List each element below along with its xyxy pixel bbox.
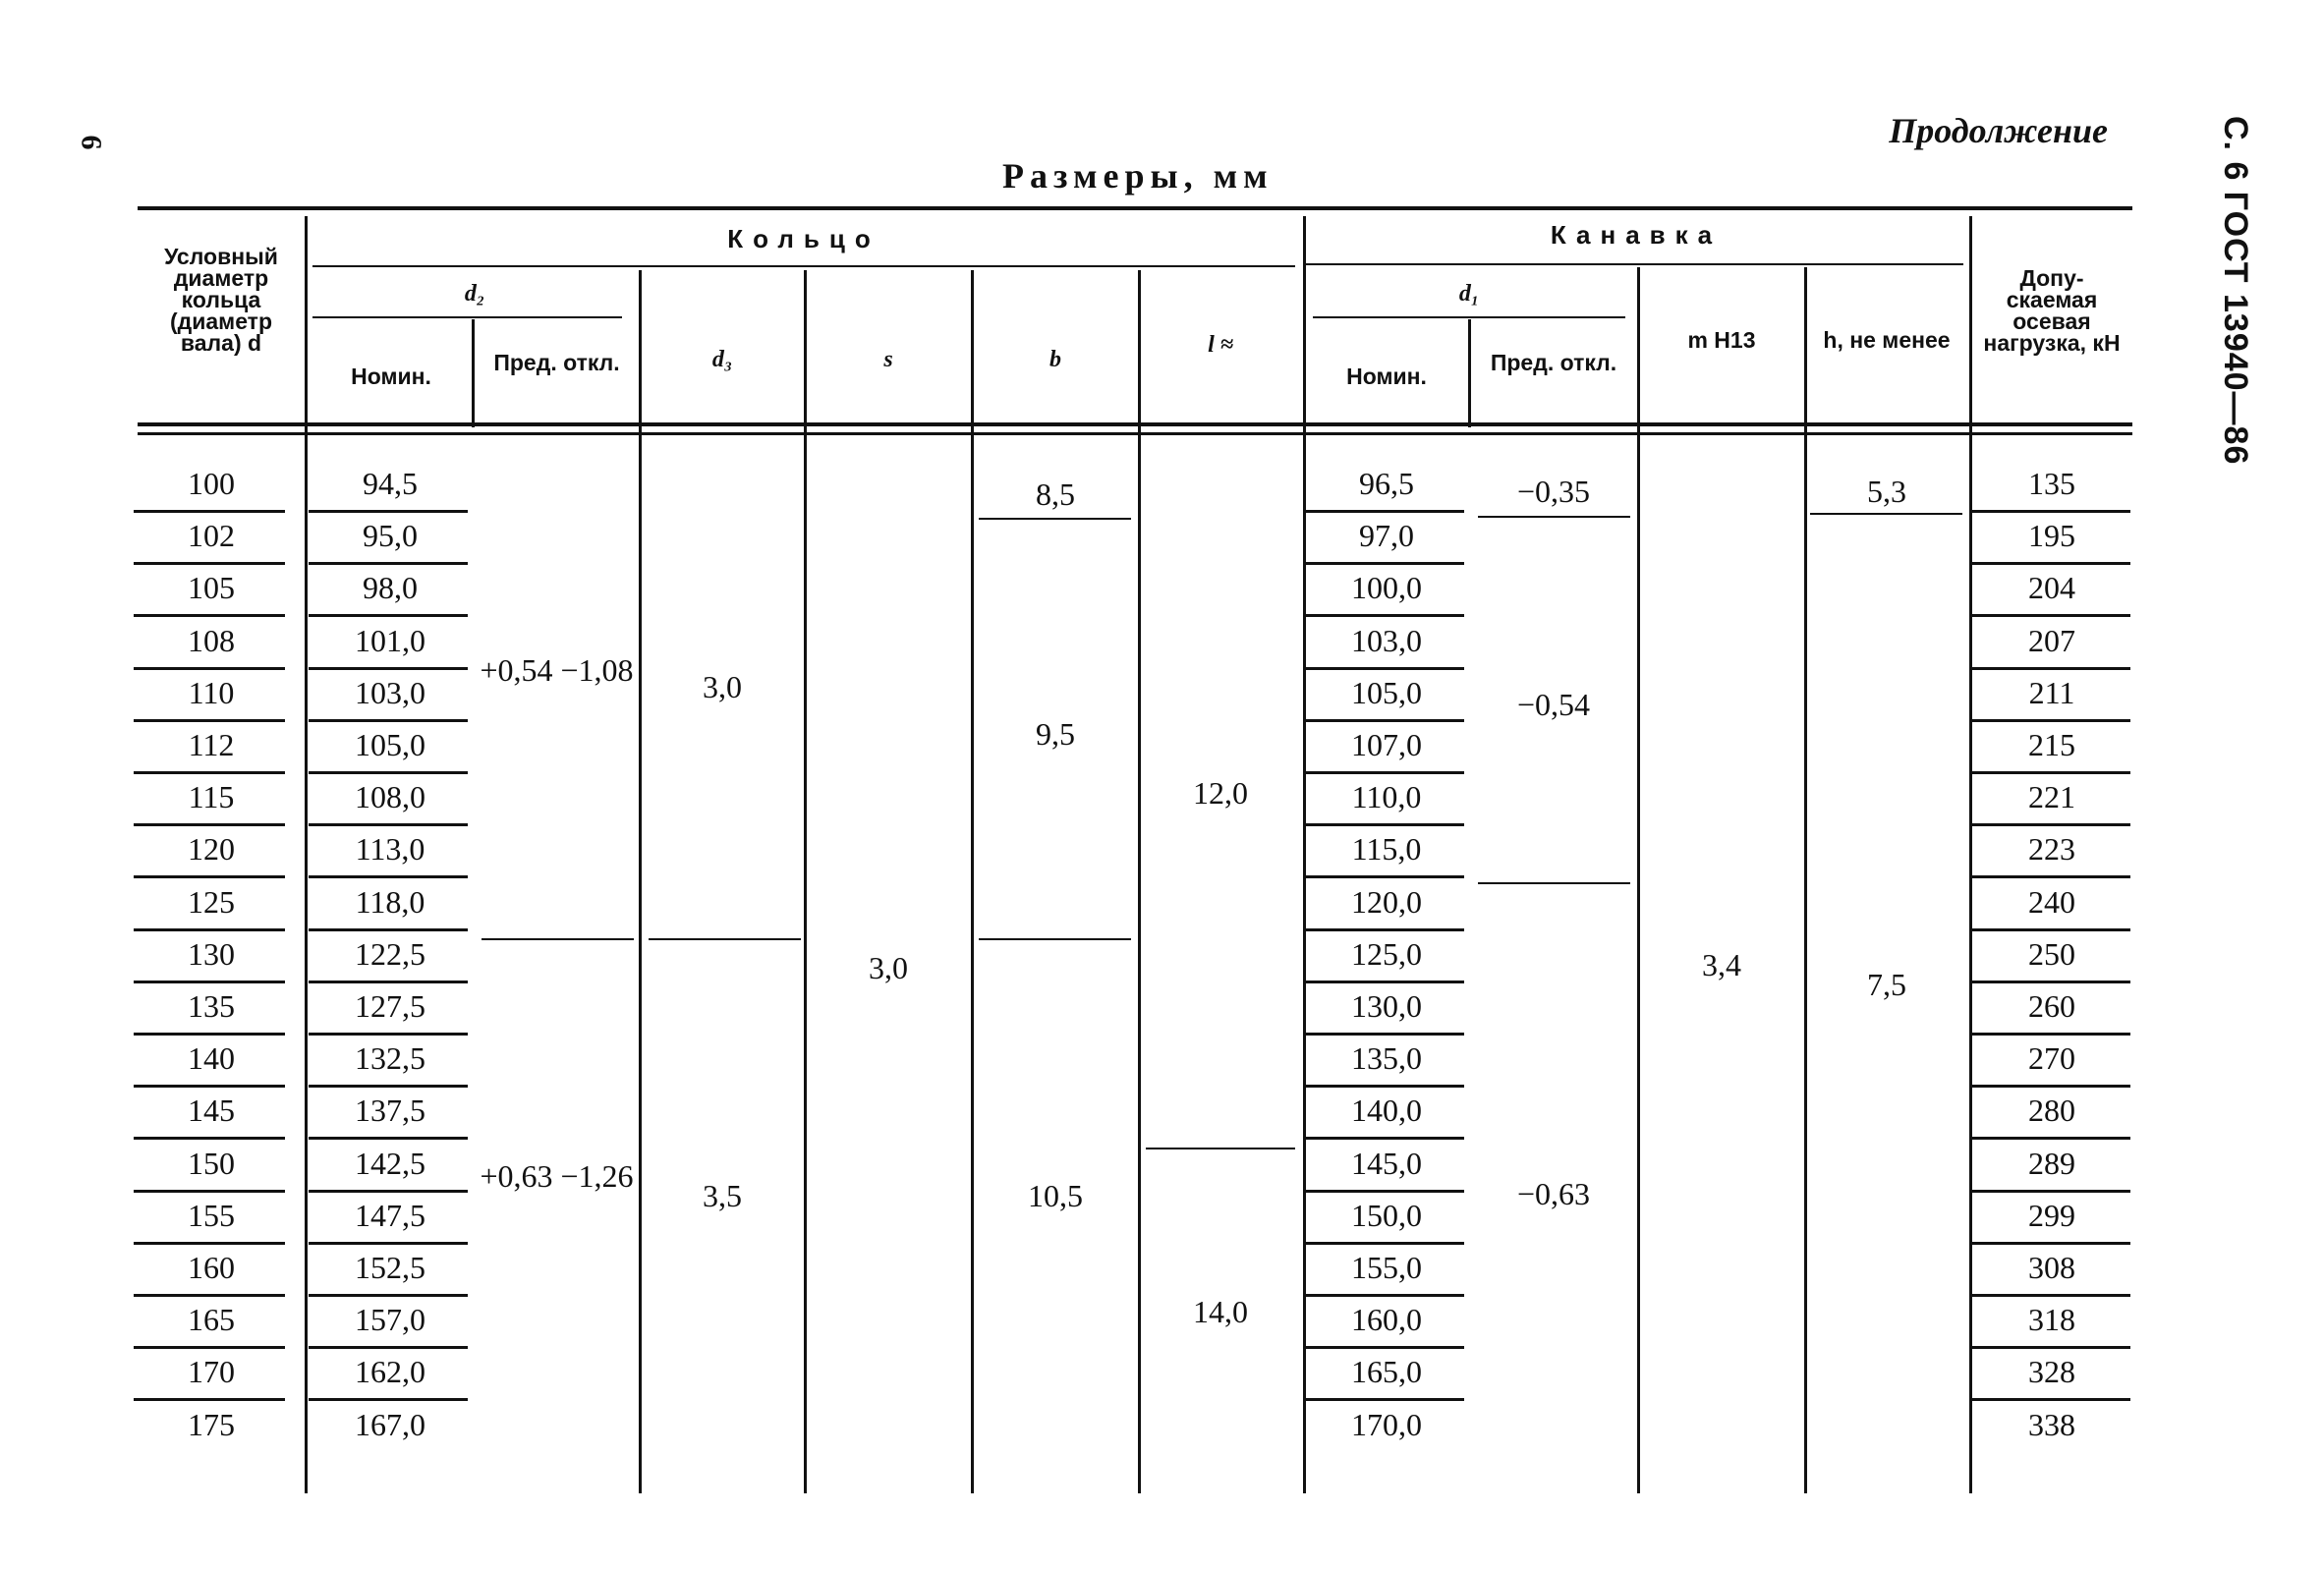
- d2-nom-cell: 103,0: [355, 674, 425, 710]
- row-underline: [309, 1346, 468, 1349]
- d1-nom-cell: 125,0: [1351, 935, 1422, 972]
- d3-group-2: 3,5: [703, 1178, 742, 1213]
- header-l: l ≈: [1208, 332, 1233, 358]
- row-underline: [134, 1137, 285, 1140]
- d2-nom-cell: 105,0: [355, 727, 425, 762]
- row-underline: [134, 562, 285, 565]
- header-d1-tol: Пред. откл.: [1490, 350, 1617, 375]
- d-cell: 100: [188, 466, 235, 501]
- separator: [1478, 516, 1630, 518]
- separator: [1810, 513, 1962, 515]
- row-underline: [1969, 1085, 2130, 1088]
- m-value: 3,4: [1702, 947, 1741, 982]
- load-cell: 250: [2028, 935, 2075, 972]
- b-group-2: 9,5: [1036, 716, 1075, 752]
- d2-nom-cell: 137,5: [355, 1093, 425, 1129]
- d1-nom-cell: 165,0: [1351, 1354, 1422, 1390]
- d-cell: 160: [188, 1250, 235, 1285]
- d1-nom-cell: 96,5: [1359, 466, 1414, 501]
- d-cell: 130: [188, 935, 235, 972]
- row-underline: [309, 719, 468, 722]
- row-underline: [134, 823, 285, 826]
- d2-nom-cell: 101,0: [355, 622, 425, 658]
- row-underline: [309, 667, 468, 670]
- b-group-1: 8,5: [1036, 476, 1075, 512]
- d-cell: 125: [188, 883, 235, 920]
- row-underline: [1305, 1398, 1464, 1401]
- h-group-2: 7,5: [1867, 967, 1906, 1002]
- b-group-3: 10,5: [1028, 1178, 1083, 1213]
- separator: [1146, 1148, 1295, 1149]
- row-underline: [1969, 1346, 2130, 1349]
- d2-tol-group-2: +0,63 −1,26: [480, 1158, 634, 1194]
- row-underline: [134, 875, 285, 878]
- load-cell: 280: [2028, 1093, 2075, 1129]
- row-underline: [309, 823, 468, 826]
- d1-tol-group-2: −0,54: [1516, 687, 1591, 722]
- d-cell: 102: [188, 518, 235, 554]
- row-underline: [1305, 1294, 1464, 1297]
- d2-nom-cell: 108,0: [355, 779, 425, 815]
- row-underline: [1969, 719, 2130, 722]
- d1-nom-cell: 105,0: [1351, 674, 1422, 710]
- row-underline: [1305, 823, 1464, 826]
- d2-nom-cell: 132,5: [355, 1040, 425, 1077]
- row-underline: [1305, 981, 1464, 983]
- header-d1: d₁: [1458, 281, 1480, 307]
- header-d: Условный диаметр кольца (диаметр вала) d: [164, 244, 278, 356]
- d2-nom-cell: 147,5: [355, 1197, 425, 1233]
- row-underline: [1969, 981, 2130, 983]
- load-cell: 240: [2028, 883, 2075, 920]
- d2-nom-cell: 157,0: [355, 1302, 425, 1338]
- row-underline: [134, 1398, 285, 1401]
- header-d3: d₃: [711, 347, 733, 372]
- row-underline: [1305, 510, 1464, 513]
- d1-nom-cell: 107,0: [1351, 727, 1422, 762]
- document-code: С. 6 ГОСТ 13940—86: [2217, 116, 2254, 466]
- d-cell: 105: [188, 570, 235, 606]
- row-underline: [309, 1137, 468, 1140]
- d2-nom-cell: 113,0: [355, 831, 425, 868]
- separator: [979, 938, 1131, 940]
- d-cell: 165: [188, 1302, 235, 1338]
- header-h: h, не менее: [1823, 327, 1951, 353]
- d-cell: 135: [188, 988, 235, 1024]
- load-cell: 135: [2028, 466, 2075, 501]
- row-underline: [1305, 771, 1464, 774]
- row-underline: [1969, 928, 2130, 931]
- d1-nom-cell: 135,0: [1351, 1040, 1422, 1077]
- load-cell: 338: [2028, 1406, 2075, 1442]
- separator: [649, 938, 801, 940]
- d2-nom-cell: 142,5: [355, 1145, 425, 1181]
- d2-tol-group-1: +0,54 −1,08: [480, 652, 634, 688]
- row-underline: [134, 1190, 285, 1193]
- d1-nom-cell: 150,0: [1351, 1197, 1422, 1233]
- load-cell: 215: [2028, 727, 2075, 762]
- header-s: s: [883, 347, 893, 372]
- row-underline: [1305, 614, 1464, 617]
- d2-nom-cell: 94,5: [363, 466, 418, 501]
- row-underline: [309, 1242, 468, 1245]
- h-group-1: 5,3: [1867, 474, 1906, 509]
- separator: [482, 938, 634, 940]
- load-cell: 318: [2028, 1302, 2075, 1338]
- row-underline: [1305, 1085, 1464, 1088]
- d2-nom-cell: 95,0: [363, 518, 418, 554]
- header-load: Допу- скаемая осевая нагрузка, кН: [1983, 265, 2121, 356]
- row-underline: [1305, 928, 1464, 931]
- load-cell: 289: [2028, 1145, 2075, 1181]
- d1-nom-cell: 110,0: [1351, 779, 1422, 815]
- d-cell: 112: [188, 727, 235, 762]
- d-cell: 150: [188, 1145, 235, 1181]
- row-underline: [134, 1242, 285, 1245]
- d-cell: 120: [188, 831, 235, 868]
- d-cell: 155: [188, 1197, 235, 1233]
- row-underline: [1969, 1033, 2130, 1036]
- d-cell: 110: [188, 674, 235, 710]
- row-underline: [1969, 823, 2130, 826]
- row-underline: [1969, 1242, 2130, 1245]
- d2-nom-cell: 152,5: [355, 1250, 425, 1285]
- row-underline: [1969, 614, 2130, 617]
- d1-nom-cell: 103,0: [1351, 622, 1422, 658]
- row-underline: [309, 1085, 468, 1088]
- row-underline: [1305, 1190, 1464, 1193]
- row-underline: [134, 981, 285, 983]
- d1-nom-cell: 115,0: [1351, 831, 1422, 868]
- d1-nom-cell: 100,0: [1351, 570, 1422, 606]
- row-underline: [134, 1294, 285, 1297]
- row-underline: [1969, 667, 2130, 670]
- page-number: 6: [75, 135, 108, 150]
- row-underline: [1969, 510, 2130, 513]
- row-underline: [1969, 562, 2130, 565]
- load-cell: 270: [2028, 1040, 2075, 1077]
- row-underline: [134, 614, 285, 617]
- row-underline: [309, 771, 468, 774]
- header-groove: Канавка: [1550, 220, 1723, 250]
- row-underline: [1305, 562, 1464, 565]
- load-cell: 299: [2028, 1197, 2075, 1233]
- row-underline: [309, 510, 468, 513]
- d1-nom-cell: 130,0: [1351, 988, 1422, 1024]
- separator: [979, 518, 1131, 520]
- row-underline: [134, 928, 285, 931]
- table-caption: Размеры, мм: [1002, 156, 1274, 196]
- row-underline: [134, 771, 285, 774]
- l-group-1: 12,0: [1193, 775, 1248, 811]
- row-underline: [309, 875, 468, 878]
- d-cell: 170: [188, 1354, 235, 1390]
- row-underline: [309, 1033, 468, 1036]
- d3-group-1: 3,0: [703, 669, 742, 704]
- row-underline: [134, 667, 285, 670]
- d-cell: 108: [188, 622, 235, 658]
- row-underline: [1305, 1137, 1464, 1140]
- header-m: m H13: [1687, 327, 1756, 353]
- header-d2-tol: Пред. откл.: [493, 350, 620, 375]
- d1-nom-cell: 145,0: [1351, 1145, 1422, 1181]
- separator: [1478, 882, 1630, 884]
- load-cell: 204: [2028, 570, 2075, 606]
- d-cell: 145: [188, 1093, 235, 1129]
- d2-nom-cell: 122,5: [355, 935, 425, 972]
- d2-nom-cell: 162,0: [355, 1354, 425, 1390]
- row-underline: [1305, 1033, 1464, 1036]
- row-underline: [134, 1033, 285, 1036]
- d1-nom-cell: 97,0: [1359, 518, 1414, 554]
- header-d1-nom: Номин.: [1346, 364, 1427, 389]
- row-underline: [1969, 875, 2130, 878]
- row-underline: [309, 562, 468, 565]
- header-ring: Кольцо: [727, 224, 880, 253]
- row-underline: [1969, 1137, 2130, 1140]
- row-underline: [1305, 667, 1464, 670]
- d1-tol-group-3: −0,63: [1516, 1176, 1591, 1211]
- d1-nom-cell: 120,0: [1351, 883, 1422, 920]
- row-underline: [309, 614, 468, 617]
- row-underline: [309, 981, 468, 983]
- header-b: b: [1049, 347, 1061, 372]
- load-cell: 207: [2028, 622, 2075, 658]
- row-underline: [134, 510, 285, 513]
- row-underline: [309, 1294, 468, 1297]
- load-cell: 223: [2028, 831, 2075, 868]
- row-underline: [1969, 1294, 2130, 1297]
- d2-nom-cell: 127,5: [355, 988, 425, 1024]
- d-cell: 115: [188, 779, 235, 815]
- row-underline: [134, 1346, 285, 1349]
- load-cell: 221: [2028, 779, 2075, 815]
- header-d2: d₂: [464, 281, 485, 307]
- load-cell: 195: [2028, 518, 2075, 554]
- row-underline: [134, 719, 285, 722]
- row-underline: [309, 1398, 468, 1401]
- d1-nom-cell: 160,0: [1351, 1302, 1422, 1338]
- load-cell: 211: [2028, 674, 2075, 710]
- d1-nom-cell: 140,0: [1351, 1093, 1422, 1129]
- load-cell: 328: [2028, 1354, 2075, 1390]
- header-d2-nom: Номин.: [351, 364, 431, 389]
- d-cell: 140: [188, 1040, 235, 1077]
- row-underline: [1305, 719, 1464, 722]
- d2-nom-cell: 118,0: [355, 883, 425, 920]
- row-underline: [1969, 1190, 2130, 1193]
- d1-tol-group-1: −0,35: [1516, 474, 1591, 509]
- row-underline: [1305, 1346, 1464, 1349]
- row-underline: [134, 1085, 285, 1088]
- load-cell: 308: [2028, 1250, 2075, 1285]
- continuation-label: Продолжение: [1889, 111, 2108, 150]
- row-underline: [1969, 771, 2130, 774]
- d2-nom-cell: 167,0: [355, 1406, 425, 1442]
- row-underline: [1305, 1242, 1464, 1245]
- l-group-2: 14,0: [1193, 1294, 1248, 1329]
- row-underline: [1305, 875, 1464, 878]
- d1-nom-cell: 170,0: [1351, 1406, 1422, 1442]
- d2-nom-cell: 98,0: [363, 570, 418, 606]
- s-value: 3,0: [869, 950, 908, 985]
- load-cell: 260: [2028, 988, 2075, 1024]
- row-underline: [309, 1190, 468, 1193]
- row-underline: [1969, 1398, 2130, 1401]
- row-underline: [309, 928, 468, 931]
- d-cell: 175: [188, 1406, 235, 1442]
- d1-nom-cell: 155,0: [1351, 1250, 1422, 1285]
